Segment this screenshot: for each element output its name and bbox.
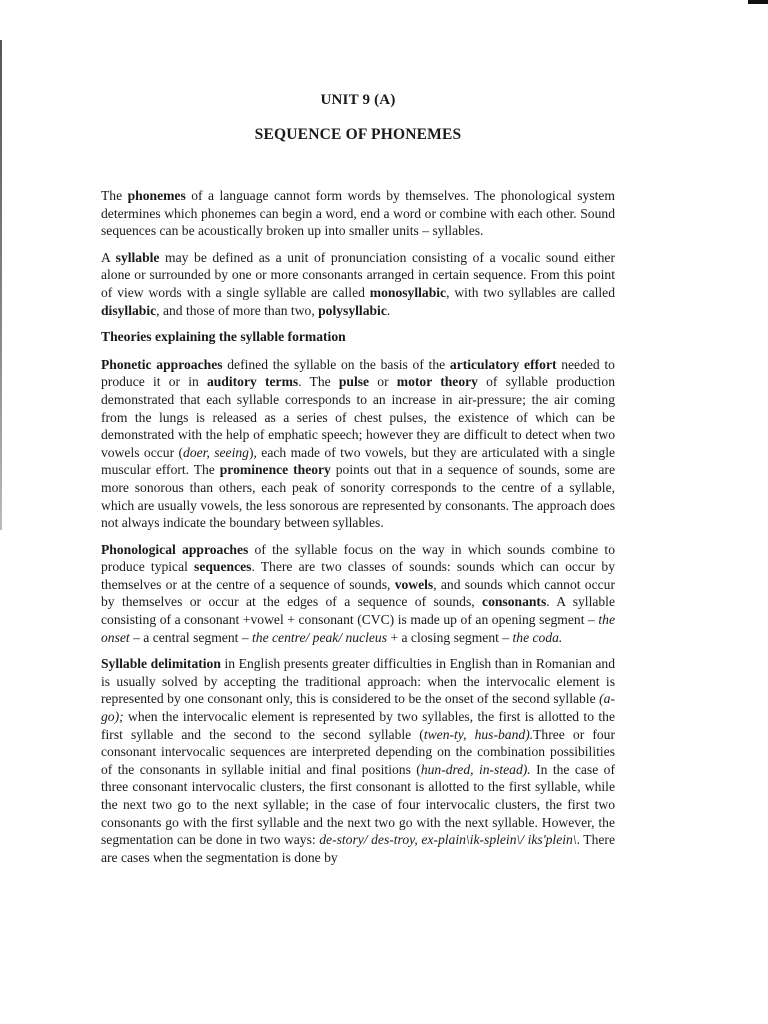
text: in English presents greater difficulties in English than in Romanian and is usually solved by accepting the traditional approach: when the intervocalic element is represented by one consonant only, this is considered to be the onset of the second syllable <box>101 656 615 707</box>
paragraph-syllable-delimitation <box>101 655 615 866</box>
text: Three or four consonant intervocalic sequences are interpreted depending on the combination possibilities of the consonants in syllable initial and final positions ( <box>101 726 615 777</box>
text: needed to produce it or in <box>101 356 615 390</box>
term-syllable-delimitation: Syllable delimitation <box>101 656 221 672</box>
term-pulse: pulse <box>338 374 370 390</box>
text: . There are two classes of sounds: sounds which can occur by themselves or at the centre of a sequence of sounds, <box>101 559 615 592</box>
term-phonetic-approaches: Phonetic approaches <box>101 356 223 372</box>
term-phonological-approaches: Phonological approaches <box>101 541 249 557</box>
term-coda: the coda. <box>512 629 563 645</box>
scan-mark-top <box>748 0 768 4</box>
term-onset: the onset <box>101 612 615 645</box>
term-prominence-theory: prominence theory <box>219 462 331 478</box>
text: or <box>369 374 397 390</box>
text: . The <box>298 374 339 390</box>
paragraph-phonological-approaches <box>101 541 615 647</box>
text: . <box>386 302 391 318</box>
text: when the intervocalic element is represented by two syllables, the first is allotted to the first syllable and the second to the second syllable ( <box>101 709 615 742</box>
text: + a closing segment – <box>387 629 513 645</box>
term-articulatory-effort: articulatory effort <box>449 356 557 372</box>
section-heading: Theories explaining the syllable formation <box>101 329 346 345</box>
term-nucleus: the centre/ peak/ nucleus <box>252 629 388 645</box>
document-page <box>101 92 615 875</box>
text: , and those of more than two, <box>156 302 319 318</box>
term-polysyllabic: polysyllabic <box>318 302 387 318</box>
term-auditory-terms: auditory terms <box>206 374 299 390</box>
term-syllable: syllable <box>115 249 160 265</box>
text: of the syllable focus on the way in which sounds combine to produce typical <box>101 541 615 575</box>
text: may be defined as a unit of pronunciation consisting of a vocalic sound either alone or surrounded by one or more consonants arranged in certain sequence. From this point of view words with a single syllable are called <box>101 249 615 300</box>
example-words: doer, seeing <box>183 444 249 460</box>
text: of a language cannot form words by themselves. The phonological system determines which phonemes can begin a word, end a word or combine with each other. Sound sequences can be acoustically broken up into smaller units – syllables. <box>101 188 615 239</box>
example-twenty-husband: twen-ty, hus-band). <box>423 726 534 742</box>
text: defined the syllable on the basis of the <box>222 356 450 372</box>
page-title: SEQUENCE OF PHONEMES <box>254 126 462 143</box>
term-disyllabic: disyllabic <box>101 302 157 318</box>
example-ago: (a-go); <box>101 691 615 725</box>
example-hundred-instead: hun-dred, in-stead). <box>420 761 531 777</box>
scan-edge-left <box>0 40 2 530</box>
unit-title: UNIT 9 (A) <box>320 92 396 108</box>
text: . A syllable consisting of a consonant +vowel + consonant (CVC) is made up of an opening segment – <box>101 594 615 628</box>
term-monosyllabic: monosyllabic <box>369 284 447 300</box>
paragraph-syllable <box>101 249 615 319</box>
paragraph-phonemes <box>101 187 615 240</box>
text: ), each made of two vowels, but they are articulated with a single muscular effort. The <box>101 444 615 478</box>
text: – a central segment – <box>129 629 253 645</box>
paragraph-phonetic-approaches <box>101 356 615 532</box>
text: , and sounds which cannot occur by themselves or occur at the edges of a sequence of sounds, <box>101 576 615 610</box>
term-phonemes: phonemes <box>127 188 186 203</box>
text: , with two syllables are called <box>446 284 615 300</box>
term-sequences: sequences <box>194 559 252 575</box>
text: A <box>101 249 116 265</box>
text: The <box>101 188 128 203</box>
text: In the case of three consonant intervocalic clusters, the first consonant is allotted to the first syllable, while the next two go to the next syllable; in the case of four intervocalic clusters, the first two consonants go with the first syllable and the next two go with the next syllable. However, the segmentation can be done in two ways: <box>101 761 615 848</box>
term-motor-theory: motor theory <box>396 374 478 390</box>
term-consonants: consonants <box>482 594 547 610</box>
text: of syllable production demonstrated that each syllable corresponds to an increase in air-pressure; the air coming from the lungs is released as a series of chest pulses, the existence of which can be demonstrated with the help of emphatic speech; however they are difficult to detect when two vowels occur ( <box>101 374 615 460</box>
term-vowels: vowels <box>394 576 434 592</box>
text: points out that in a sequence of sounds, some are more sonorous than others, each peak of sonority corresponds to the centre of a syllable, which are usually vowels, the less sonorous are represented by consonants. The approach does not always indicate the boundary between syllables. <box>101 462 615 531</box>
example-destroy-explain: de-story/ des-troy, ex-plain\ik-splein\/ iks'plein\ <box>319 832 577 848</box>
text: . There are cases when the segmentation is done by <box>101 832 615 865</box>
